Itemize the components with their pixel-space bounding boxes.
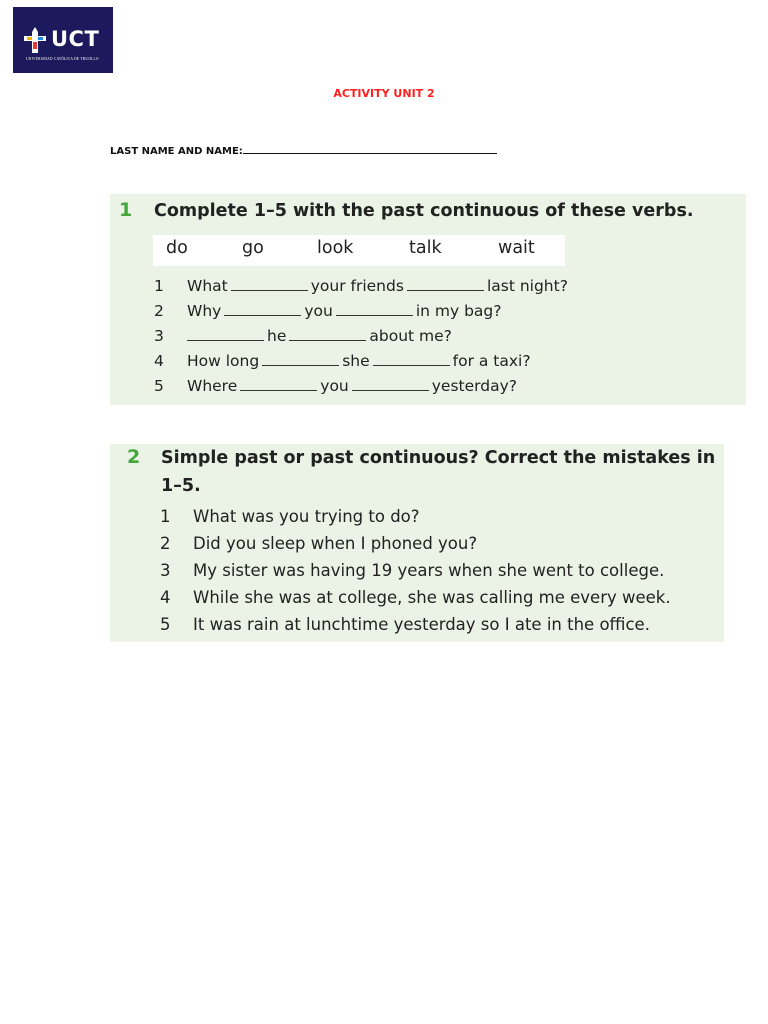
item-number: 4 (160, 588, 171, 607)
item-text: While she was at college, she was calling me every week. (193, 588, 671, 607)
item-text: Where (187, 377, 238, 395)
item-text: you (304, 302, 333, 320)
answer-blank (231, 276, 308, 291)
list-item (154, 374, 568, 399)
page-title: ACTIVITY UNIT 2 (333, 87, 435, 100)
list-item (154, 324, 568, 349)
item-text: yesterday? (431, 377, 517, 395)
item-text: What (187, 277, 228, 295)
item-number: 4 (154, 352, 164, 370)
answer-blank (240, 376, 317, 391)
list-item (154, 349, 568, 374)
item-number: 1 (154, 277, 164, 295)
list-item (160, 611, 671, 638)
item-text: he (267, 327, 287, 345)
exercise-title: Complete 1–5 with the past continuous of these verbs. (154, 201, 694, 221)
exercise-2 (110, 444, 724, 642)
item-text: What was you trying to do? (193, 507, 420, 526)
item-text: Did you sleep when I phoned you? (193, 534, 478, 553)
answer-blank (289, 326, 366, 341)
verb-box (153, 235, 565, 266)
name-field (110, 143, 497, 157)
answer-blank (262, 351, 339, 366)
item-number: 3 (160, 561, 171, 580)
name-label: LAST NAME AND NAME: (110, 146, 243, 157)
item-text: How long (187, 352, 260, 370)
verb: look (317, 238, 354, 258)
item-text: Why (187, 302, 222, 320)
list-item (154, 299, 568, 324)
list-item (154, 274, 568, 299)
item-text: about me? (369, 327, 452, 345)
list-item (160, 557, 671, 584)
answer-blank (352, 376, 429, 391)
item-number: 5 (154, 377, 164, 395)
item-number: 2 (154, 302, 164, 320)
item-text: she (342, 352, 370, 370)
name-blank (243, 143, 497, 154)
exercise-number: 2 (127, 446, 141, 468)
university-logo (13, 7, 113, 73)
item-text: in my bag? (415, 302, 502, 320)
answer-blank (187, 326, 264, 341)
list-item (160, 530, 671, 557)
verb: do (166, 238, 188, 258)
exercise-title: Simple past or past continuous? Correct the mistakes in 1–5. (161, 448, 716, 496)
answer-blank (336, 301, 413, 316)
item-text: last night? (486, 277, 568, 295)
verb: wait (498, 238, 535, 258)
exercise-1 (110, 194, 746, 405)
exercise-items (160, 503, 671, 638)
verb: go (242, 238, 264, 258)
item-text: for a taxi? (452, 352, 531, 370)
item-number: 1 (160, 507, 171, 526)
answer-blank (407, 276, 484, 291)
logo-subtitle: UNIVERSIDAD CATÓLICA DE TRUJILLO (26, 57, 99, 61)
item-text: It was rain at lunchtime yesterday so I ate in the office. (193, 615, 650, 634)
item-text: My sister was having 19 years when she went to college. (193, 561, 665, 580)
logo-name: UCT (51, 27, 100, 51)
cross-emblem-icon (24, 27, 46, 53)
item-text: your friends (310, 277, 404, 295)
verb: talk (409, 238, 442, 258)
item-number: 3 (154, 327, 164, 345)
exercise-number: 1 (119, 199, 133, 221)
answer-blank (224, 301, 301, 316)
item-text: you (320, 377, 349, 395)
list-item (160, 503, 671, 530)
answer-blank (373, 351, 450, 366)
exercise-items (154, 274, 568, 399)
item-number: 5 (160, 615, 171, 634)
list-item (160, 584, 671, 611)
item-number: 2 (160, 534, 171, 553)
